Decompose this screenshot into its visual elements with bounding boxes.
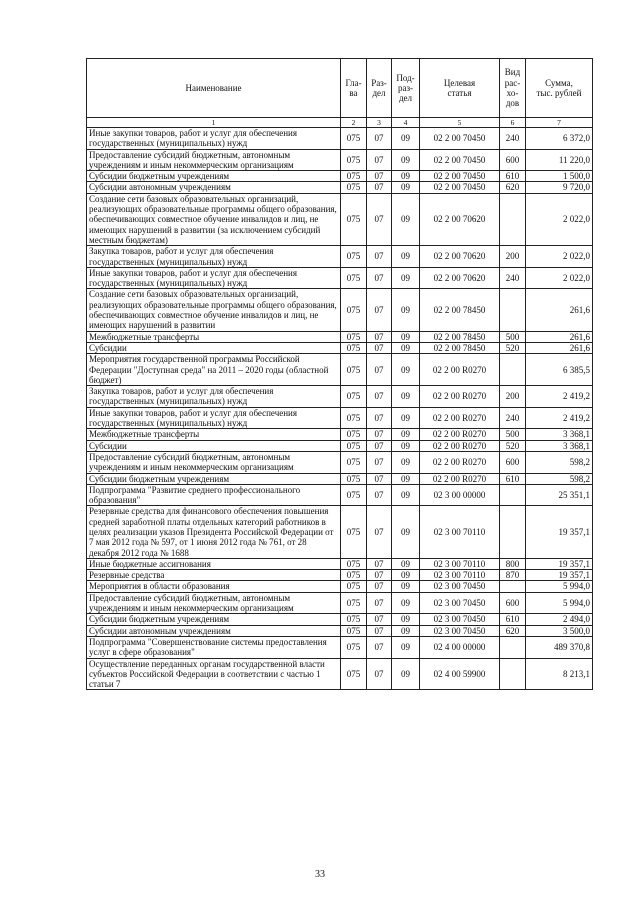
- row-summa: 3 368,1: [526, 440, 593, 451]
- row-podrazdel: 09: [392, 246, 420, 268]
- row-vid: 600: [500, 149, 526, 171]
- row-razdel: 07: [367, 182, 392, 193]
- row-vid: 800: [500, 558, 526, 569]
- row-vid: [500, 354, 526, 386]
- row-statya: 02 2 00 78450: [420, 331, 500, 342]
- row-razdel: 07: [367, 484, 392, 506]
- row-podrazdel: 09: [392, 558, 420, 569]
- row-vid: [500, 289, 526, 331]
- row-statya: 02 2 00 R0270: [420, 451, 500, 473]
- row-podrazdel: 09: [392, 182, 420, 193]
- row-razdel: 07: [367, 149, 392, 171]
- row-razdel: 07: [367, 193, 392, 245]
- row-podrazdel: 09: [392, 570, 420, 581]
- row-razdel: 07: [367, 625, 392, 636]
- table-row: [87, 128, 593, 150]
- row-razdel: 07: [367, 128, 392, 150]
- table-row: [87, 193, 593, 245]
- column-number: 4: [392, 118, 420, 128]
- row-podrazdel: 09: [392, 506, 420, 558]
- row-name: Резервные средства: [87, 570, 341, 581]
- row-razdel: 07: [367, 331, 392, 342]
- document-page: [86, 58, 592, 690]
- row-name: Закупка товаров, работ и услуг для обеспечения государственных (муниципальных) нужд: [87, 246, 341, 268]
- row-summa: 9 720,0: [526, 182, 593, 193]
- table-row: [87, 407, 593, 429]
- row-summa: 2 494,0: [526, 614, 593, 625]
- row-vid: 600: [500, 592, 526, 614]
- row-vid: [500, 581, 526, 592]
- row-summa: 5 994,0: [526, 592, 593, 614]
- row-statya: 02 3 00 70110: [420, 506, 500, 558]
- table-row: [87, 558, 593, 569]
- row-podrazdel: 09: [392, 614, 420, 625]
- row-vid: [500, 193, 526, 245]
- row-vid: [500, 636, 526, 658]
- table-row: [87, 182, 593, 193]
- row-name: Осуществление переданных органам государственной власти субъектов Российской Федерации в соответствии с частью 1 статьи 7: [87, 658, 341, 690]
- row-glava: 075: [341, 473, 367, 484]
- row-podrazdel: 09: [392, 267, 420, 289]
- header-glava: Гла- ва: [341, 59, 367, 118]
- table-row: [87, 658, 593, 690]
- header-podrazdel: Под- раз- дел: [392, 59, 420, 118]
- row-podrazdel: 09: [392, 484, 420, 506]
- row-podrazdel: 09: [392, 440, 420, 451]
- header-summa: Сумма, тыс. рублей: [526, 59, 593, 118]
- row-podrazdel: 09: [392, 636, 420, 658]
- row-razdel: 07: [367, 473, 392, 484]
- row-podrazdel: 09: [392, 429, 420, 440]
- row-razdel: 07: [367, 354, 392, 386]
- row-statya: 02 2 00 78450: [420, 342, 500, 353]
- row-glava: 075: [341, 558, 367, 569]
- row-glava: 075: [341, 386, 367, 408]
- row-vid: 870: [500, 570, 526, 581]
- row-vid: 610: [500, 171, 526, 182]
- row-podrazdel: 09: [392, 658, 420, 690]
- row-name: Подпрограмма "Совершенствование системы предоставления услуг в сфере образования": [87, 636, 341, 658]
- row-razdel: 07: [367, 407, 392, 429]
- row-statya: 02 2 00 R0270: [420, 473, 500, 484]
- row-summa: 2 419,2: [526, 407, 593, 429]
- column-number: 7: [526, 118, 593, 128]
- row-name: Закупка товаров, работ и услуг для обеспечения государственных (муниципальных) нужд: [87, 386, 341, 408]
- row-statya: 02 3 00 70450: [420, 592, 500, 614]
- row-vid: 240: [500, 267, 526, 289]
- row-name: Субсидии автономным учреждениям: [87, 625, 341, 636]
- row-vid: 500: [500, 331, 526, 342]
- header-razdel: Раз- дел: [367, 59, 392, 118]
- row-summa: 598,2: [526, 473, 593, 484]
- header-statya: Целевая статья: [420, 59, 500, 118]
- row-statya: 02 3 00 70450: [420, 581, 500, 592]
- row-glava: 075: [341, 267, 367, 289]
- row-glava: 075: [341, 484, 367, 506]
- row-glava: 075: [341, 128, 367, 150]
- row-glava: 075: [341, 614, 367, 625]
- row-summa: 2 022,0: [526, 267, 593, 289]
- row-vid: 620: [500, 625, 526, 636]
- row-razdel: 07: [367, 246, 392, 268]
- table-row: [87, 386, 593, 408]
- row-name: Создание сети базовых образовательных организаций, реализующих образовательные программы общего образования, обеспечивающих совместное обучение инвалидов и лиц, не имеющих нарушений в развитии (за исключением субсидий местным бюджетам): [87, 193, 341, 245]
- row-glava: 075: [341, 506, 367, 558]
- table-row: [87, 451, 593, 473]
- table-row: [87, 440, 593, 451]
- row-podrazdel: 09: [392, 592, 420, 614]
- row-vid: 240: [500, 128, 526, 150]
- row-razdel: 07: [367, 570, 392, 581]
- row-glava: 075: [341, 193, 367, 245]
- column-number: 6: [500, 118, 526, 128]
- row-vid: 200: [500, 386, 526, 408]
- row-statya: 02 2 00 70620: [420, 267, 500, 289]
- row-glava: 075: [341, 289, 367, 331]
- row-statya: 02 2 00 R0270: [420, 429, 500, 440]
- row-vid: 610: [500, 473, 526, 484]
- row-statya: 02 2 00 70450: [420, 128, 500, 150]
- row-podrazdel: 09: [392, 342, 420, 353]
- row-glava: 075: [341, 440, 367, 451]
- row-summa: 19 357,1: [526, 506, 593, 558]
- row-glava: 075: [341, 331, 367, 342]
- column-number: 5: [420, 118, 500, 128]
- row-statya: 02 3 00 70450: [420, 614, 500, 625]
- header-row: [87, 59, 593, 118]
- row-razdel: 07: [367, 636, 392, 658]
- row-razdel: 07: [367, 558, 392, 569]
- row-podrazdel: 09: [392, 171, 420, 182]
- row-glava: 075: [341, 429, 367, 440]
- row-podrazdel: 09: [392, 386, 420, 408]
- row-name: Иные закупки товаров, работ и услуг для обеспечения государственных (муниципальных) нужд: [87, 128, 341, 150]
- row-razdel: 07: [367, 440, 392, 451]
- row-razdel: 07: [367, 386, 392, 408]
- table-row: [87, 354, 593, 386]
- row-podrazdel: 09: [392, 451, 420, 473]
- table-row: [87, 246, 593, 268]
- row-statya: 02 2 00 70620: [420, 246, 500, 268]
- row-statya: 02 3 00 00000: [420, 484, 500, 506]
- row-razdel: 07: [367, 614, 392, 625]
- row-summa: 19 357,1: [526, 558, 593, 569]
- row-statya: 02 2 00 R0270: [420, 440, 500, 451]
- row-statya: 02 3 00 70110: [420, 570, 500, 581]
- table-row: [87, 473, 593, 484]
- row-glava: 075: [341, 149, 367, 171]
- row-podrazdel: 09: [392, 354, 420, 386]
- table-row: [87, 149, 593, 171]
- row-name: Субсидии бюджетным учреждениям: [87, 473, 341, 484]
- row-podrazdel: 09: [392, 331, 420, 342]
- table-row: [87, 267, 593, 289]
- row-glava: 075: [341, 592, 367, 614]
- row-glava: 075: [341, 354, 367, 386]
- row-name: Предоставление субсидий бюджетным, автономным учреждениям и иным некоммерческим организациям: [87, 149, 341, 171]
- row-glava: 075: [341, 658, 367, 690]
- row-statya: 02 2 00 78450: [420, 289, 500, 331]
- row-razdel: 07: [367, 429, 392, 440]
- row-summa: 8 213,1: [526, 658, 593, 690]
- row-name: Иные закупки товаров, работ и услуг для обеспечения государственных (муниципальных) нужд: [87, 267, 341, 289]
- header-vid: Вид рас- хо- дов: [500, 59, 526, 118]
- row-name: Межбюджетные трансферты: [87, 429, 341, 440]
- table-row: [87, 342, 593, 353]
- row-summa: 261,6: [526, 289, 593, 331]
- row-name: Субсидии бюджетным учреждениям: [87, 614, 341, 625]
- table-row: [87, 484, 593, 506]
- table-row: [87, 592, 593, 614]
- row-summa: 2 022,0: [526, 193, 593, 245]
- row-summa: 2 022,0: [526, 246, 593, 268]
- row-statya: 02 2 00 70450: [420, 182, 500, 193]
- row-vid: [500, 658, 526, 690]
- row-glava: 075: [341, 342, 367, 353]
- column-number: 2: [341, 118, 367, 128]
- row-razdel: 07: [367, 451, 392, 473]
- row-vid: [500, 484, 526, 506]
- row-statya: 02 4 00 00000: [420, 636, 500, 658]
- row-vid: [500, 506, 526, 558]
- header-name: Наименование: [87, 59, 341, 118]
- row-name: Иные закупки товаров, работ и услуг для обеспечения государственных (муниципальных) нужд: [87, 407, 341, 429]
- row-vid: 240: [500, 407, 526, 429]
- budget-table: [86, 58, 593, 690]
- row-vid: 520: [500, 342, 526, 353]
- table-row: [87, 614, 593, 625]
- row-podrazdel: 09: [392, 149, 420, 171]
- row-statya: 02 2 00 R0270: [420, 386, 500, 408]
- column-number: 3: [367, 118, 392, 128]
- row-name: Субсидии: [87, 342, 341, 353]
- row-name: Предоставление субсидий бюджетным, автономным учреждениям и иным некоммерческим организациям: [87, 592, 341, 614]
- row-summa: 2 419,2: [526, 386, 593, 408]
- row-vid: 600: [500, 451, 526, 473]
- row-vid: 610: [500, 614, 526, 625]
- table-row: [87, 636, 593, 658]
- row-razdel: 07: [367, 289, 392, 331]
- row-vid: 520: [500, 440, 526, 451]
- row-vid: 500: [500, 429, 526, 440]
- row-name: Иные бюджетные ассигнования: [87, 558, 341, 569]
- row-vid: 200: [500, 246, 526, 268]
- row-podrazdel: 09: [392, 128, 420, 150]
- row-name: Мероприятия в области образования: [87, 581, 341, 592]
- row-name: Подпрограмма "Развитие среднего профессионального образования": [87, 484, 341, 506]
- row-glava: 075: [341, 581, 367, 592]
- row-podrazdel: 09: [392, 581, 420, 592]
- table-row: [87, 625, 593, 636]
- column-number: 1: [87, 118, 341, 128]
- row-vid: 620: [500, 182, 526, 193]
- row-name: Предоставление субсидий бюджетным, автономным учреждениям и иным некоммерческим организациям: [87, 451, 341, 473]
- row-summa: 261,6: [526, 331, 593, 342]
- row-name: Субсидии бюджетным учреждениям: [87, 171, 341, 182]
- row-podrazdel: 09: [392, 289, 420, 331]
- row-statya: 02 2 00 R0270: [420, 354, 500, 386]
- row-summa: 25 351,1: [526, 484, 593, 506]
- table-row: [87, 506, 593, 558]
- row-razdel: 07: [367, 506, 392, 558]
- row-name: Межбюджетные трансферты: [87, 331, 341, 342]
- column-number-row: [87, 118, 593, 128]
- row-name: Создание сети базовых образовательных организаций, реализующих образовательные программы общего образования, обеспечивающих совместное обучение инвалидов и лиц, не имеющих нарушений в развитии: [87, 289, 341, 331]
- row-name: Мероприятия государственной программы Российской Федерации "Доступная среда" на 2011 – 2020 годы (областной бюджет): [87, 354, 341, 386]
- row-statya: 02 3 00 70450: [420, 625, 500, 636]
- row-glava: 075: [341, 407, 367, 429]
- table-row: [87, 570, 593, 581]
- row-summa: 19 357,1: [526, 570, 593, 581]
- row-summa: 6 372,0: [526, 128, 593, 150]
- row-name: Резервные средства для финансового обеспечения повышения средней заработной платы отдельных категорий работников в целях реализации указов Президента Российской Федерации от 7 мая 2012 года № 597, от 1 июня 2012 года № 761, от 28 декабря 2012 года № 1688: [87, 506, 341, 558]
- row-summa: 489 370,8: [526, 636, 593, 658]
- row-summa: 6 385,5: [526, 354, 593, 386]
- table-row: [87, 581, 593, 592]
- row-razdel: 07: [367, 592, 392, 614]
- row-podrazdel: 09: [392, 407, 420, 429]
- row-glava: 075: [341, 570, 367, 581]
- row-statya: 02 2 00 70620: [420, 193, 500, 245]
- row-razdel: 07: [367, 658, 392, 690]
- row-statya: 02 4 00 59900: [420, 658, 500, 690]
- row-glava: 075: [341, 636, 367, 658]
- row-summa: 3 368,1: [526, 429, 593, 440]
- table-row: [87, 331, 593, 342]
- row-name: Субсидии: [87, 440, 341, 451]
- row-summa: 3 500,0: [526, 625, 593, 636]
- row-summa: 598,2: [526, 451, 593, 473]
- row-glava: 075: [341, 625, 367, 636]
- row-glava: 075: [341, 171, 367, 182]
- table-body: [87, 128, 593, 690]
- row-podrazdel: 09: [392, 625, 420, 636]
- row-glava: 075: [341, 246, 367, 268]
- row-razdel: 07: [367, 342, 392, 353]
- row-podrazdel: 09: [392, 473, 420, 484]
- row-glava: 075: [341, 182, 367, 193]
- row-summa: 11 220,0: [526, 149, 593, 171]
- row-statya: 02 2 00 70450: [420, 171, 500, 182]
- table-row: [87, 289, 593, 331]
- row-razdel: 07: [367, 267, 392, 289]
- row-summa: 1 500,0: [526, 171, 593, 182]
- row-statya: 02 2 00 R0270: [420, 407, 500, 429]
- table-row: [87, 429, 593, 440]
- row-podrazdel: 09: [392, 193, 420, 245]
- row-razdel: 07: [367, 581, 392, 592]
- row-summa: 261,6: [526, 342, 593, 353]
- table-row: [87, 171, 593, 182]
- row-statya: 02 2 00 70450: [420, 149, 500, 171]
- row-statya: 02 3 00 70110: [420, 558, 500, 569]
- page-number: 33: [315, 869, 325, 880]
- row-summa: 5 994,0: [526, 581, 593, 592]
- row-glava: 075: [341, 451, 367, 473]
- row-razdel: 07: [367, 171, 392, 182]
- row-name: Субсидии автономным учреждениям: [87, 182, 341, 193]
